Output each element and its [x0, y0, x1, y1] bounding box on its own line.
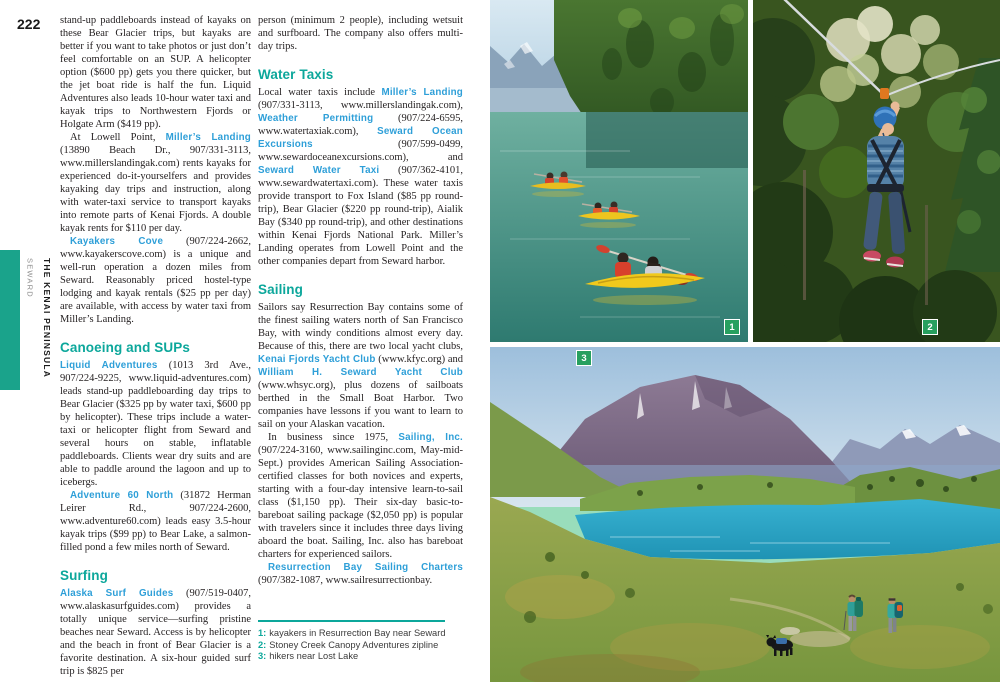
business-name: Seward Water Taxi	[258, 165, 380, 176]
business-name: Kenai Fjords Yacht Club	[258, 354, 376, 365]
paragraph	[60, 587, 251, 678]
caption-divider	[258, 620, 445, 622]
text-run: (907/331-3113, www.millerslandingak.com),	[258, 100, 463, 111]
business-name: Resurrection Bay Sailing Charters	[268, 562, 463, 573]
photo-badge-3: 3	[576, 350, 592, 366]
photo-captions	[258, 620, 463, 663]
paragraph	[258, 561, 463, 587]
kayakers-illustration	[490, 0, 748, 342]
paragraph	[258, 14, 463, 53]
section-title: SEWARD	[25, 258, 35, 298]
photo-hikers-lake	[490, 347, 1000, 682]
photo-zipline	[753, 0, 1000, 342]
caption-text: Stoney Creek Canopy Adventures zipline	[269, 639, 439, 650]
text-run: (www.kfyc.org) and	[375, 354, 463, 365]
business-name: William H. Seward Yacht Club	[258, 367, 463, 378]
text-run: (www.whsyc.org), plus dozens of sailboats berthed in the Small Boat Harbor. Two companies have lessons if you want to learn to sail on your Alaskan vacation.	[258, 380, 463, 430]
paragraph	[60, 235, 251, 326]
business-name: Liquid Adventures	[60, 360, 158, 371]
photo-badge-2: 2	[922, 319, 938, 335]
heading-surfing: Surfing	[60, 568, 108, 583]
chapter-tab	[21, 258, 56, 408]
text-column-middle	[258, 14, 463, 680]
page-number: 222	[17, 16, 41, 32]
paragraph	[60, 14, 251, 131]
paragraph	[258, 431, 463, 561]
business-name: Miller’s Landing	[381, 87, 463, 98]
zipline-illustration	[753, 0, 1000, 342]
text-run: Sailors say Resurrection Bay contains some of the finest sailing waters north of San Francisco Bay, with windy conditions almost every day. Because of this, there are two local yacht clubs,	[258, 302, 463, 352]
paragraph	[60, 359, 251, 489]
paragraph	[258, 86, 463, 268]
text-run: stand-up paddleboards instead of kayaks on these Bear Glacier trips, but kayaks are better if you want to take photos or just don’t feel comfortable on an SUP. A helicopter option ($600 pp) gets you there quicker, but the jet boat ride is half the fun. Liquid Adventures also leads 10-hour water taxi and kayak trips to Northwestern Fjords or Holgate Arm ($419 pp).	[60, 15, 251, 130]
text-run: (13890 Beach Dr., 907/331-3113, www.millerslandingak.com) rents kayaks for experienced do-it-yourselfers and provides kayaking day trips and instruction, along with water-taxi service to transport kayaks into remote parts of Kenai Fjords. A double kayak rents for $110 per day.	[60, 145, 251, 234]
text-run: (907/224-2662, www.kayakerscove.com) is a unique and well-run operation a dozen miles from Seward. Reasonably priced hostel-type lodging and kayak rentals ($25 pp per day) are available, with access by water taxi from Miller’s Landing.	[60, 236, 251, 325]
caption-2	[258, 640, 463, 652]
text-run: person (minimum 2 people), including wetsuit and surfboard. The company also offers multi-day trips.	[258, 15, 463, 52]
business-name: Sailing, Inc.	[398, 432, 463, 443]
text-run: (907/224-6595, www.watertaxiak.com),	[258, 113, 463, 137]
caption-1	[258, 628, 463, 640]
text-run: (907/382-1087, www.sailresurrectionbay.	[258, 575, 433, 586]
caption-text: hikers near Lost Lake	[269, 651, 359, 661]
text-run: (907/599-0499, www.sewardoceanexcursions.com), and	[258, 139, 463, 163]
caption-text: kayakers in Resurrection Bay near Seward	[269, 628, 446, 638]
caption-number: 3:	[258, 651, 267, 661]
business-name: Kayakers Cove	[70, 236, 164, 247]
chapter-tab-bar	[0, 250, 20, 390]
business-name: Seward Ocean Excursions	[258, 126, 463, 150]
caption-number: 1:	[258, 628, 267, 638]
photo-kayakers	[490, 0, 748, 342]
text-run: Local water taxis include	[258, 87, 382, 98]
business-name: Weather Permitting	[258, 113, 374, 124]
paragraph	[60, 489, 251, 554]
heading-sailing: Sailing	[258, 282, 303, 297]
photo-badge-1: 1	[724, 319, 740, 335]
business-name: Adventure 60 North	[70, 490, 174, 501]
paragraph	[258, 301, 463, 431]
text-run: (907/519-0407, www.alaskasurfguides.com) provides a totally unique service—surfing pristine beaches near Seward. Access is by helicopter and the beach in front of Bear Glacier is a favorite destination. A six-hour guided surf trip is $825 per	[60, 588, 251, 677]
text-run: (907/224-3160, www.sailinginc.com, May-mid-Sept.) provides American Sailing Association-certified classes for both novices and experts, starting with a four-day intensive learn-to-sail class ($1,150 pp). Their six-day basic-to-bareboat sailing package ($2,050 pp) is popular with travelers since it includes three days living aboard the boat. Sailing, Inc. also has bareboat charters for experienced sailors.	[258, 445, 463, 560]
text-run: (1013 3rd Ave., 907/224-9225, www.liquid-adventures.com) leads stand-up paddleboarding day trips to Bear Glacier ($325 pp by water taxi, $600 pp by helicopter). These trips include a water-taxi or helicopter flight from Seward and several hours on stable, inflatable paddleboards. Clients wear dry suits and are able to paddle around the lagoon and up to icebergs.	[60, 360, 251, 488]
text-run: In business since 1975,	[268, 432, 399, 443]
business-name: Miller’s Landing	[165, 132, 251, 143]
text-run: (907/362-4101, www.sewardwatertaxi.com). These water taxis provide transport to Fox Island ($85 pp round-trip), Bear Glacier ($220 pp round-trip), Aialik Bay ($340 pp round-trip), and other destinations within Kenai Fjords National Park. Miller’s Landing operates from Lowell Point and the other companies depart from Seward harbor.	[258, 165, 463, 267]
heading-canoeing-and-sups: Canoeing and SUPs	[60, 340, 190, 355]
text-run: (31872 Herman Leirer Rd., 907/224-2600, www.adventure60.com) leads easy 3.5-hour kayak trips ($99 pp) to Bear Lake, a salmon-filled pond a few miles north of Seward.	[60, 490, 251, 553]
heading-water-taxis: Water Taxis	[258, 67, 334, 82]
paragraph	[60, 131, 251, 235]
text-column-left	[60, 14, 251, 680]
lake-illustration	[490, 347, 1000, 682]
caption-3	[258, 651, 463, 663]
caption-number: 2:	[258, 639, 267, 650]
text-run: At Lowell Point,	[70, 132, 166, 143]
chapter-title: THE KENAI PENINSULA	[42, 258, 53, 379]
business-name: Alaska Surf Guides	[60, 588, 174, 599]
